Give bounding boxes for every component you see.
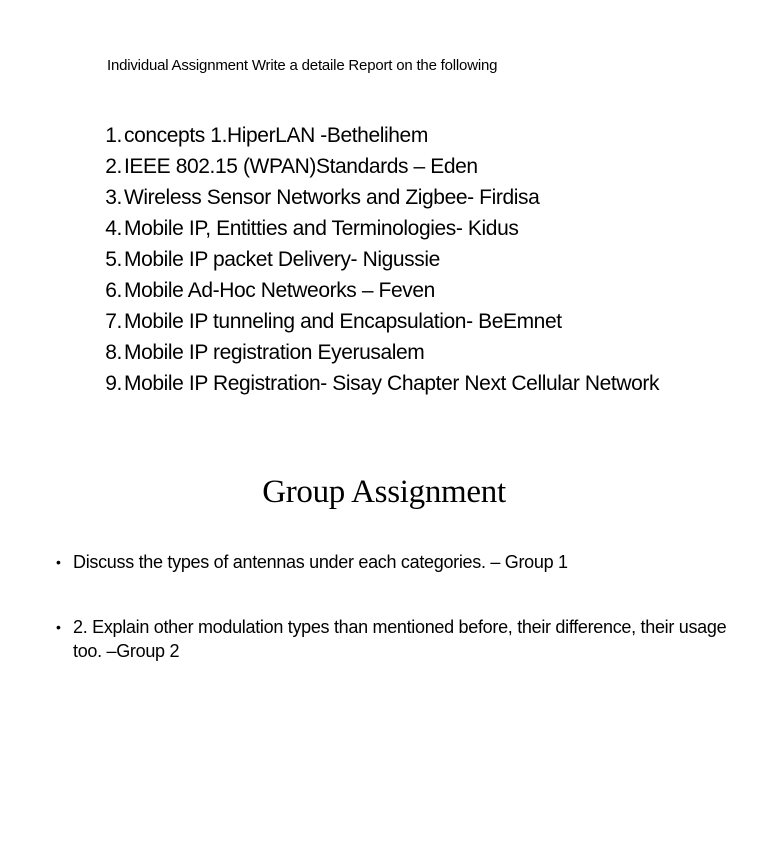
topic-text: Wireless Sensor Networks and Zigbee- Firdisa — [124, 186, 540, 209]
topic-number: 9. — [105, 372, 122, 395]
topic-item — [96, 337, 659, 368]
group-assignment-title: Group Assignment — [262, 474, 506, 510]
group-assignment-list — [56, 550, 736, 663]
topic-number: 4. — [105, 217, 122, 240]
group-item — [56, 615, 736, 663]
topic-number: 5. — [105, 248, 122, 271]
topic-item — [96, 182, 659, 213]
topic-text: Mobile IP registration Eyerusalem — [124, 341, 425, 364]
bullet-icon: • — [56, 554, 61, 570]
topic-number: 2. — [105, 155, 122, 178]
topic-item — [96, 275, 659, 306]
topic-text: IEEE 802.15 (WPAN)Standards – Eden — [124, 155, 478, 178]
topic-item — [96, 244, 659, 275]
topic-number: 7. — [105, 310, 122, 333]
topic-text: Mobile IP packet Delivery- Nigussie — [124, 248, 440, 271]
topic-text: concepts 1.HiperLAN -Bethelihem — [124, 124, 428, 147]
topic-text: Mobile IP, Entitties and Terminologies- Kidus — [124, 217, 519, 240]
topic-item — [96, 151, 659, 182]
topic-text: Mobile IP Registration- Sisay Chapter Next Cellular Network — [124, 372, 660, 395]
topic-item — [96, 368, 659, 399]
group-item — [56, 550, 736, 574]
group-item-text: 2. Explain other modulation types than mentioned before, their difference, their usage too. –Group 2 — [73, 617, 727, 661]
topic-item — [96, 213, 659, 244]
topic-number: 6. — [105, 279, 122, 302]
topic-text: Mobile IP tunneling and Encapsulation- BeEmnet — [124, 310, 562, 333]
individual-topic-list — [96, 120, 659, 399]
topic-item — [96, 120, 659, 151]
topic-number: 8. — [105, 341, 122, 364]
individual-assignment-header: Individual Assignment Write a detaile Report on the following — [107, 57, 498, 74]
group-item-text: Discuss the types of antennas under each categories. – Group 1 — [73, 552, 568, 572]
bullet-icon: • — [56, 619, 61, 635]
topic-item — [96, 306, 659, 337]
topic-text: Mobile Ad-Hoc Netweorks – Feven — [124, 279, 435, 302]
topic-number: 1. — [105, 124, 122, 147]
topic-number: 3. — [105, 186, 122, 209]
